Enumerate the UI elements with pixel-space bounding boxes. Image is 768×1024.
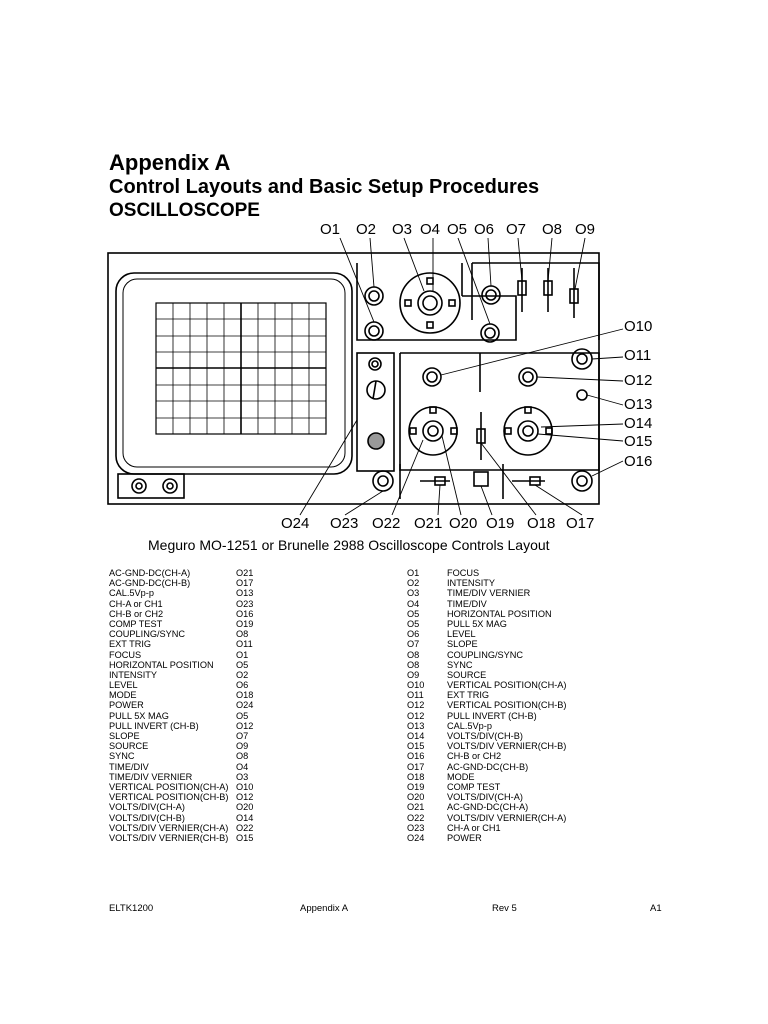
index-row (109, 731, 253, 741)
control-code: O14 (407, 731, 425, 741)
control-name: COMP TEST (447, 781, 501, 792)
control-name: TIME/DIV (447, 598, 487, 609)
control-code: O20 (407, 792, 425, 803)
control-code: O4 (407, 598, 420, 609)
control-name: LEVEL (447, 629, 476, 640)
control-name: VOLTS/DIV(CH-A) (447, 792, 523, 803)
index-row (407, 833, 566, 843)
control-name: CH-A or CH1 (447, 822, 501, 833)
control-name: POWER (109, 700, 144, 711)
control-name: CH-B or CH2 (109, 608, 164, 619)
index-row (407, 619, 566, 629)
control-code: O4 (236, 761, 249, 772)
label-o11: O11 (624, 347, 652, 364)
label-o19: O19 (486, 515, 515, 532)
control-name: AC-GND-DC(CH-B) (447, 761, 529, 772)
index-row (109, 660, 253, 670)
control-name: COMP TEST (109, 618, 163, 629)
footer-revision: Rev 5 (492, 903, 517, 914)
control-code: O21 (407, 802, 425, 813)
control-code: O24 (407, 832, 425, 843)
control-code: O15 (236, 832, 254, 843)
index-row (109, 762, 253, 772)
control-code: O3 (407, 588, 420, 599)
control-name: COUPLING/SYNC (109, 629, 186, 640)
index-row (407, 772, 566, 782)
label-o16: O16 (624, 453, 653, 470)
label-o17: O17 (566, 515, 595, 532)
index-row (109, 670, 253, 680)
control-code: O17 (236, 578, 254, 589)
label-o3: O3 (392, 221, 413, 238)
index-row (109, 609, 253, 619)
label-o24: O24 (281, 515, 310, 532)
index-row (109, 741, 253, 751)
index-row (407, 670, 566, 680)
control-code: O12 (407, 700, 425, 711)
footer-page: A1 (650, 903, 662, 914)
label-o4: O4 (420, 221, 441, 238)
control-name: VOLTS/DIV(CH-B) (447, 731, 523, 741)
label-o20: O20 (449, 515, 478, 532)
index-row (109, 619, 253, 629)
control-name: HORIZONTAL POSITION (109, 659, 214, 670)
appendix-title: Appendix A (109, 150, 231, 175)
control-name: INTENSITY (109, 669, 157, 680)
control-code: O5 (236, 710, 249, 721)
index-row (407, 578, 566, 588)
control-name: AC-GND-DC(CH-B) (109, 578, 191, 589)
control-code: O12 (236, 720, 254, 731)
index-row (109, 680, 253, 690)
index-row (109, 588, 253, 598)
label-o2: O2 (356, 221, 377, 238)
diagram-caption: Meguro MO-1251 or Brunelle 2988 Oscilloscope Controls Layout (148, 537, 550, 553)
control-name: AC-GND-DC(CH-A) (109, 568, 191, 578)
control-code: O3 (236, 771, 249, 782)
control-code: O7 (407, 639, 420, 650)
index-row (109, 690, 253, 700)
control-code: O8 (407, 659, 420, 670)
control-name: VERTICAL POSITION(CH-B) (447, 700, 567, 711)
control-name: VERTICAL POSITION(CH-A) (447, 680, 567, 691)
control-code: O12 (236, 792, 254, 803)
index-row (407, 629, 566, 639)
control-name: HORIZONTAL POSITION (447, 608, 552, 619)
control-code: O16 (236, 608, 254, 619)
label-o8: O8 (542, 221, 563, 238)
index-row (109, 833, 253, 843)
control-code: O5 (407, 608, 420, 619)
index-row (407, 599, 566, 609)
label-o9: O9 (575, 221, 596, 238)
index-row (407, 680, 566, 690)
section-title: Control Layouts and Basic Setup Procedures (109, 176, 540, 198)
index-row (407, 711, 566, 721)
control-name: EXT TRIG (109, 639, 152, 650)
control-code: O17 (407, 761, 425, 772)
control-code: O8 (236, 629, 249, 640)
control-name: LEVEL (109, 680, 138, 691)
controls-index-by-number (407, 568, 566, 843)
index-row (109, 578, 253, 588)
control-code: O13 (236, 588, 254, 599)
control-code: O10 (407, 680, 425, 691)
control-code: O1 (407, 568, 420, 578)
control-name: EXT TRIG (447, 690, 490, 701)
control-code: O1 (236, 649, 249, 660)
index-row (109, 650, 253, 660)
control-name: TIME/DIV VERNIER (109, 771, 193, 782)
label-o22: O22 (372, 515, 401, 532)
control-code: O13 (407, 720, 425, 731)
index-row (109, 629, 253, 639)
control-name: CH-B or CH2 (447, 751, 502, 762)
control-name: SLOPE (109, 731, 140, 741)
label-o23: O23 (330, 515, 359, 532)
control-code: O20 (236, 802, 254, 813)
index-row (407, 721, 566, 731)
control-name: SLOPE (447, 639, 478, 650)
index-row (109, 813, 253, 823)
control-code: O14 (236, 812, 254, 823)
index-row (407, 802, 566, 812)
index-row (407, 568, 566, 578)
control-name: SYNC (109, 751, 135, 762)
control-code: O7 (236, 731, 249, 741)
index-row (109, 751, 253, 761)
control-code: O19 (236, 618, 254, 629)
control-name: VERTICAL POSITION(CH-A) (109, 781, 229, 792)
control-name: AC-GND-DC(CH-A) (447, 802, 529, 813)
index-row (407, 762, 566, 772)
label-o21: O21 (414, 515, 443, 532)
control-code: O15 (407, 741, 425, 752)
control-name: MODE (109, 690, 137, 701)
control-name: PULL 5X MAG (447, 618, 507, 629)
control-code: O2 (407, 578, 420, 589)
control-code: O6 (236, 680, 249, 691)
index-row (109, 802, 253, 812)
control-code: O8 (236, 751, 249, 762)
index-row (407, 813, 566, 823)
control-code: O10 (236, 781, 254, 792)
control-name: TIME/DIV (109, 761, 149, 772)
index-row (407, 639, 566, 649)
control-name: POWER (447, 832, 482, 843)
control-code: O18 (236, 690, 254, 701)
index-row (407, 823, 566, 833)
control-code: O2 (236, 669, 249, 680)
control-code: O24 (236, 700, 254, 711)
index-row (407, 731, 566, 741)
label-o10: O10 (624, 318, 653, 335)
control-code: O11 (407, 690, 424, 701)
index-row (407, 609, 566, 619)
control-name: FOCUS (109, 649, 142, 660)
index-row (109, 639, 253, 649)
control-code: O6 (407, 629, 420, 640)
index-row (109, 782, 253, 792)
control-name: PULL INVERT (CH-B) (109, 720, 199, 731)
control-name: PULL 5X MAG (109, 710, 169, 721)
index-row (407, 660, 566, 670)
control-code: O23 (236, 598, 254, 609)
index-row (109, 599, 253, 609)
control-code: O22 (407, 812, 425, 823)
control-name: MODE (447, 771, 475, 782)
index-row (109, 772, 253, 782)
control-code: O5 (407, 618, 420, 629)
controls-index-by-name (109, 568, 253, 843)
label-o14: O14 (624, 415, 653, 432)
index-row (407, 690, 566, 700)
label-o1: O1 (320, 221, 341, 238)
label-o6: O6 (474, 221, 495, 238)
control-name: VOLTS/DIV(CH-B) (109, 812, 185, 823)
index-row (109, 700, 253, 710)
index-row (407, 588, 566, 598)
control-code: O9 (236, 741, 249, 752)
control-name: SOURCE (109, 741, 149, 752)
index-row (407, 782, 566, 792)
index-row (109, 823, 253, 833)
index-row (407, 741, 566, 751)
control-name: CH-A or CH1 (109, 598, 163, 609)
control-name: CAL.5Vp-p (109, 588, 154, 599)
label-o15: O15 (624, 433, 653, 450)
index-row (407, 792, 566, 802)
control-code: O23 (407, 822, 425, 833)
control-name: SYNC (447, 659, 473, 670)
control-name: VERTICAL POSITION(CH-B) (109, 792, 229, 803)
footer-section: Appendix A (300, 903, 349, 914)
label-o7: O7 (506, 221, 527, 238)
control-code: O22 (236, 822, 254, 833)
control-code: O11 (236, 639, 253, 650)
index-row (109, 711, 253, 721)
label-o18: O18 (527, 515, 556, 532)
control-name: PULL INVERT (CH-B) (447, 710, 537, 721)
index-row (407, 650, 566, 660)
control-name: CAL.5Vp-p (447, 720, 492, 731)
control-code: O21 (236, 568, 254, 578)
control-name: INTENSITY (447, 578, 495, 589)
control-code: O8 (407, 649, 420, 660)
label-o13: O13 (624, 396, 653, 413)
control-name: TIME/DIV VERNIER (447, 588, 531, 599)
control-name: FOCUS (447, 568, 480, 578)
control-code: O18 (407, 771, 425, 782)
control-name: VOLTS/DIV VERNIER(CH-B) (447, 741, 567, 752)
control-code: O16 (407, 751, 425, 762)
control-code: O9 (407, 669, 420, 680)
label-o5: O5 (447, 221, 468, 238)
index-row (407, 700, 566, 710)
control-code: O19 (407, 781, 425, 792)
label-o12: O12 (624, 372, 653, 389)
index-row (109, 721, 253, 731)
index-row (109, 792, 253, 802)
control-name: VOLTS/DIV VERNIER(CH-B) (109, 832, 229, 843)
control-code: O12 (407, 710, 425, 721)
control-name: VOLTS/DIV(CH-A) (109, 802, 185, 813)
control-name: SOURCE (447, 669, 487, 680)
control-name: VOLTS/DIV VERNIER(CH-A) (447, 812, 567, 823)
index-row (109, 568, 253, 578)
index-row (407, 751, 566, 761)
control-name: VOLTS/DIV VERNIER(CH-A) (109, 822, 229, 833)
control-code: O5 (236, 659, 249, 670)
subject-title: OSCILLOSCOPE (109, 200, 260, 221)
footer-course: ELTK1200 (109, 903, 154, 914)
control-name: COUPLING/SYNC (447, 649, 524, 660)
